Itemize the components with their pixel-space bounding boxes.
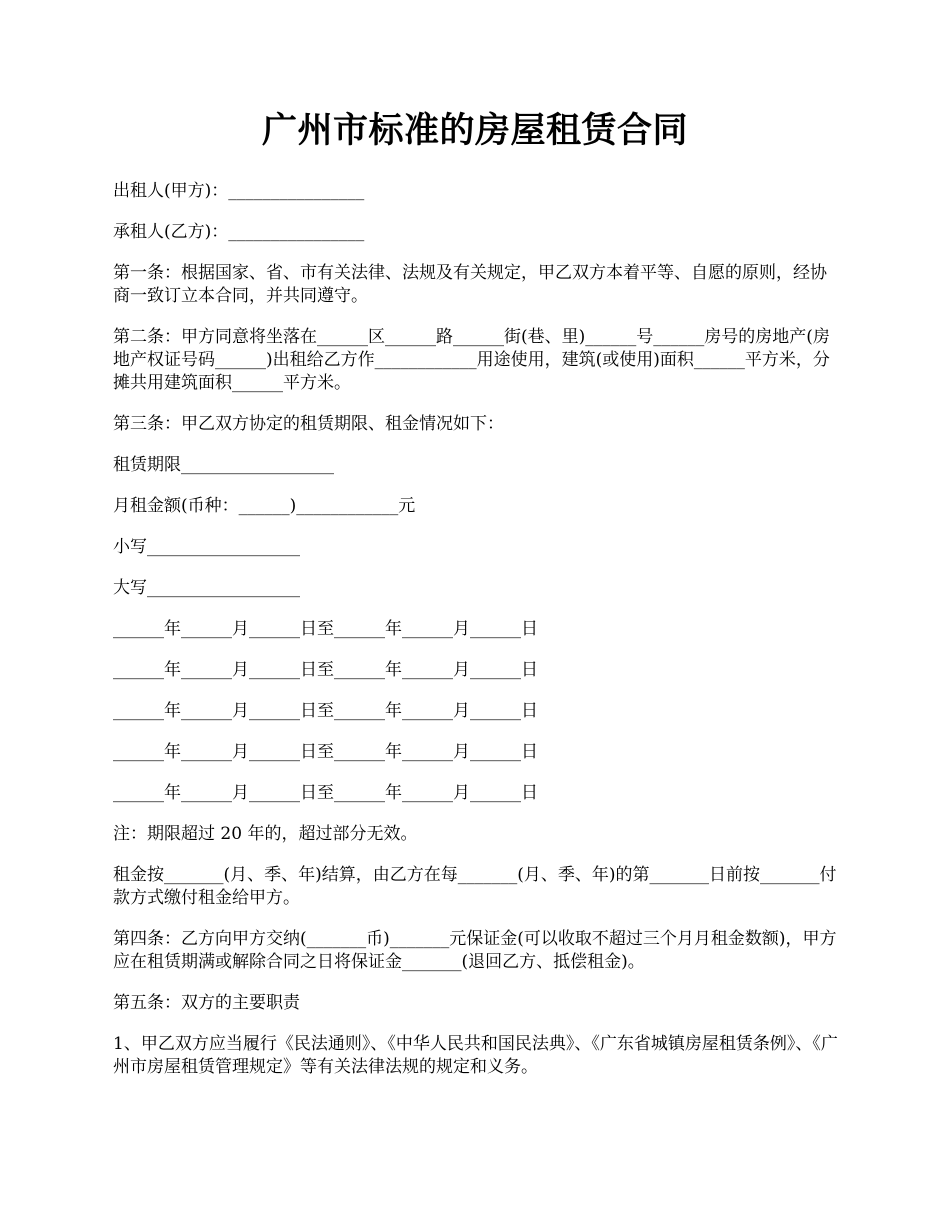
amount-uppercase-line: 大写__________________ — [113, 578, 300, 598]
monthly-rent-line: 月租金额(币种：______)____________元 — [113, 496, 416, 516]
article-2: 第二条：甲方同意将坐落在______区______路______街(巷、里)______号______房号的房地产(房地产权证号码______)出租给乙方作____________用途使用，建筑(或使用)面积______平方米，分摊共用建筑面积______平方米。 — [113, 327, 830, 393]
document-title: 广州市标准的房屋租赁合同 — [261, 110, 688, 151]
rent-settlement-clause: 租金按_______(月、季、年)结算，由乙方在每_______(月、季、年)的第_______日前按_______付款方式缴付租金给甲方。 — [113, 865, 837, 908]
date-range-line: ______年______月______日至______年______月______日 — [113, 783, 538, 803]
date-range-line: ______年______月______日至______年______月______日 — [113, 619, 538, 639]
document-body — [113, 180, 841, 1097]
article-5-item-1: 1、甲乙双方应当履行《民法通则》、《中华人民共和国民法典》、《广东省城镇房屋租赁条例》、《广州市房屋租赁管理规定》等有关法律法规的规定和义务。 — [113, 1034, 838, 1077]
article-1: 第一条：根据国家、省、市有关法律、法规及有关规定，甲乙双方本着平等、自愿的原则，经协商一致订立本合同，并共同遵守。 — [113, 263, 827, 306]
amount-lowercase-line: 小写__________________ — [113, 537, 300, 557]
lessor-line: 出租人(甲方)：________________ — [113, 181, 365, 201]
term-note: 注：期限超过 20 年的，超过部分无效。 — [113, 824, 418, 844]
article-3: 第三条：甲乙双方协定的租赁期限、租金情况如下： — [113, 414, 504, 434]
lessee-line: 承租人(乙方)：________________ — [113, 222, 365, 242]
lease-term-line: 租赁期限__________________ — [113, 455, 334, 475]
article-5-heading: 第五条：双方的主要职责 — [113, 993, 300, 1013]
article-4: 第四条：乙方向甲方交纳(_______币)_______元保证金(可以收取不超过三个月月租金数额)，甲方应在租赁期满或解除合同之日将保证金_______(退回乙方、抵偿租金)。 — [113, 929, 837, 972]
date-range-line: ______年______月______日至______年______月______日 — [113, 701, 538, 721]
date-range-line: ______年______月______日至______年______月______日 — [113, 742, 538, 762]
date-range-line: ______年______月______日至______年______月______日 — [113, 660, 538, 680]
